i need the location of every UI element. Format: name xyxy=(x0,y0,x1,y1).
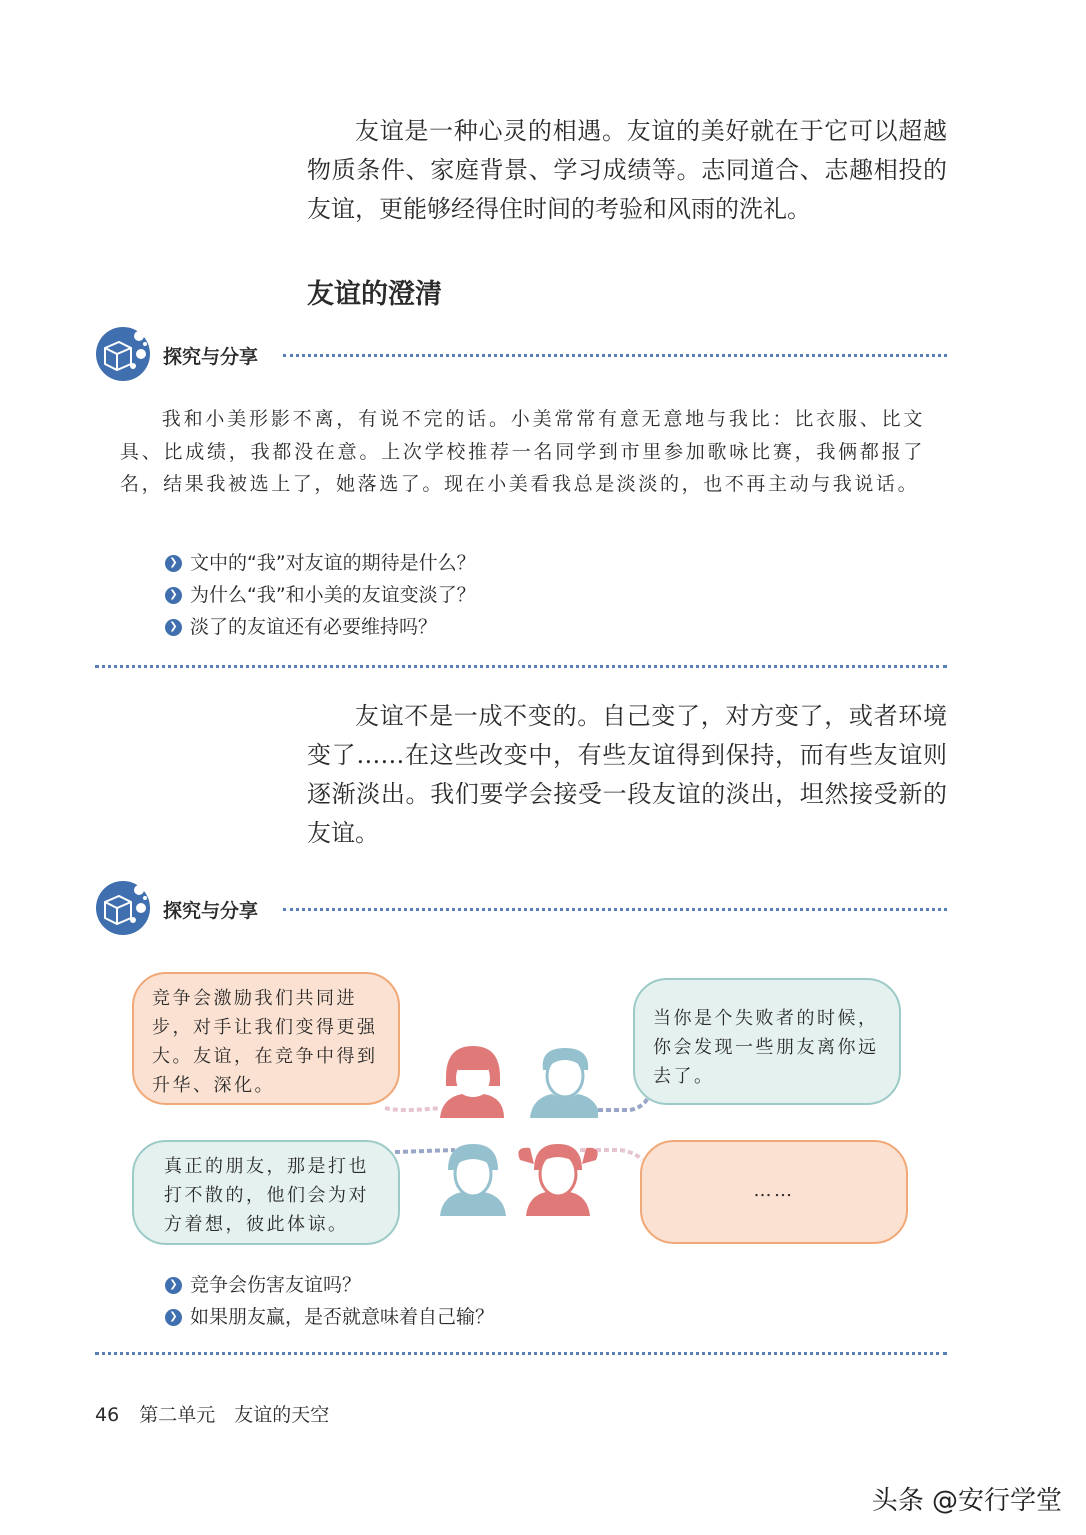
second-paragraph: 友谊不是一成不变的。自己变了，对方变了，或者环境变了……在这些改变中，有些友谊得到保持，而有些友谊则逐渐淡出。我们要学会接受一段友谊的淡出，坦然接受新的友谊。 xyxy=(307,702,947,847)
arrow-bullet-icon: ❯ xyxy=(165,555,182,572)
question-list-2 xyxy=(165,1269,494,1333)
explore-share-header xyxy=(95,326,947,386)
dotted-rule xyxy=(283,354,947,357)
question-item: ❯ 如果朋友赢，是否就意味着自己输？ xyxy=(165,1301,494,1333)
intro-paragraph: 友谊是一种心灵的相遇。友谊的美好就在于它可以超越物质条件、家庭背景、学习成绩等。志同道合、志趣相投的友谊，更能够经得住时间的考验和风雨的洗礼。 xyxy=(307,117,947,223)
speech-bubble-3: 真正的朋友，那是打也打不散的，他们会为对方着想，彼此体谅。 xyxy=(132,1140,400,1245)
story-text: 我和小美形影不离，有说不完的话。小美常常有意无意地与我比：比衣服、比文具、比成绩，我都没在意。上次学校推荐一名同学到市里参加歌咏比赛，我俩都报了名，结果我被选上了，她落选了。现在小美看我总是淡淡的，也不再主动与我说话。 xyxy=(120,408,925,495)
section-label: 探究与分享 xyxy=(163,346,259,368)
speech-bubble-1: 竞争会激励我们共同进步，对手让我们变得更强大。友谊，在竞争中得到升华、深化。 xyxy=(132,972,400,1105)
explore-cube-icon xyxy=(95,326,151,382)
explore-share-header-2 xyxy=(95,880,947,940)
question-item: ❯ 文中的“我”对友谊的期待是什么？ xyxy=(165,547,476,579)
page-footer xyxy=(95,1400,329,1427)
arrow-bullet-icon: ❯ xyxy=(165,619,182,636)
girl-figure xyxy=(440,1046,504,1118)
dotted-rule xyxy=(283,908,947,911)
unit-title: 第二单元 友谊的天空 xyxy=(139,1404,330,1426)
question-list-1 xyxy=(165,547,476,643)
page-number: 46 xyxy=(95,1404,120,1426)
boy-figure-2 xyxy=(440,1144,506,1216)
explore-cube-icon xyxy=(95,880,151,936)
boy-figure xyxy=(530,1048,598,1118)
arrow-bullet-icon: ❯ xyxy=(165,1277,182,1294)
question-item: ❯ 淡了的友谊还有必要维持吗？ xyxy=(165,611,476,643)
question-item: ❯ 为什么“我”和小美的友谊变淡了？ xyxy=(165,579,476,611)
pigtail-girl-figure xyxy=(518,1144,597,1216)
watermark: 头条 @安行学堂 xyxy=(871,1486,1062,1516)
section-divider xyxy=(95,665,947,668)
arrow-bullet-icon: ❯ xyxy=(165,587,182,604)
section-heading: 友谊的澄清 xyxy=(307,279,442,310)
section-label: 探究与分享 xyxy=(163,900,259,922)
speech-bubble-4: …… xyxy=(640,1140,908,1244)
people-figures xyxy=(438,1042,598,1222)
speech-bubble-2: 当你是个失败者的时候，你会发现一些朋友离你远去了。 xyxy=(633,978,901,1105)
arrow-bullet-icon: ❯ xyxy=(165,1309,182,1326)
section-divider xyxy=(95,1352,947,1355)
question-item: ❯ 竞争会伤害友谊吗？ xyxy=(165,1269,494,1301)
